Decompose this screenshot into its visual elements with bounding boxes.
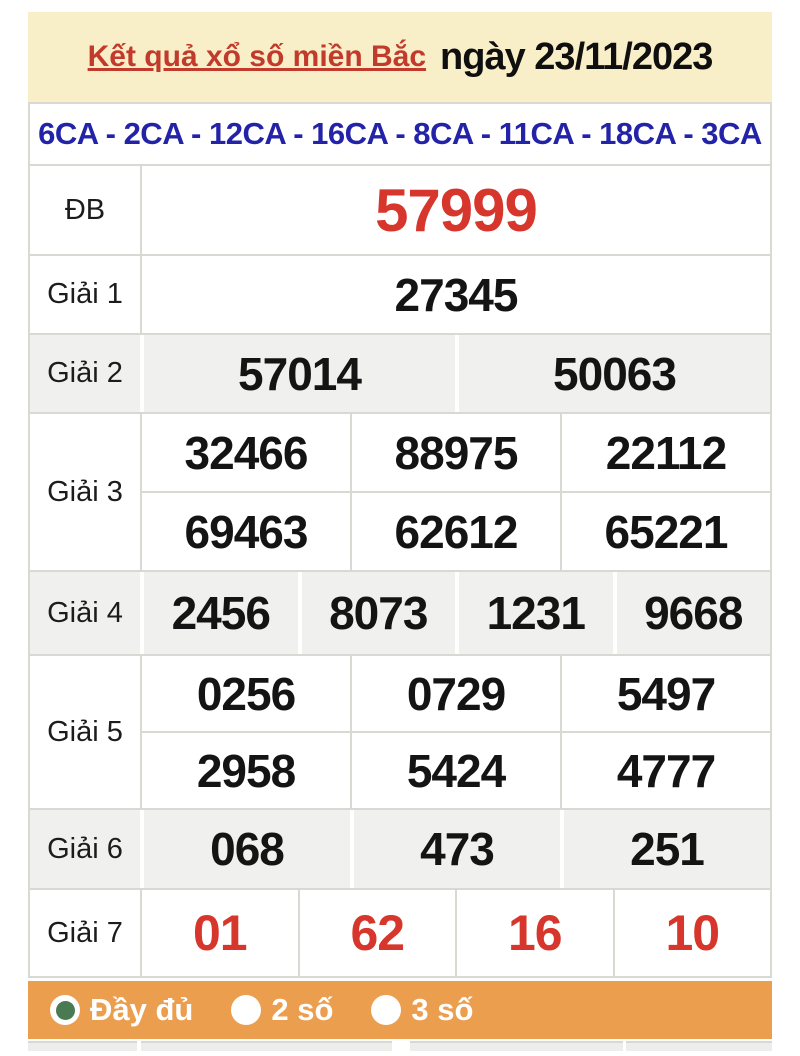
prize-cell: 69463 <box>184 505 308 558</box>
prize-cell: 01 <box>192 905 247 961</box>
filter-bar <box>28 981 772 1039</box>
radio-option-3so[interactable] <box>371 992 473 1028</box>
prize-cell: 0729 <box>350 656 560 731</box>
prize-label: ĐB <box>30 166 142 254</box>
peek-cell <box>28 1041 137 1051</box>
result-date: ngày 23/11/2023 <box>440 35 713 78</box>
prize-cell: 8073 <box>298 572 456 654</box>
prize-cell: 62 <box>298 890 456 976</box>
peek-cell <box>626 1041 772 1051</box>
radio-option-2so[interactable] <box>231 992 333 1028</box>
prize-cell: 5424 <box>350 733 560 808</box>
prize-cell: 22112 <box>560 414 770 491</box>
radio-icon[interactable] <box>371 995 401 1025</box>
page-header <box>28 12 772 102</box>
prize-cell: 9668 <box>613 572 771 654</box>
prize-cell: 1231 <box>455 572 613 654</box>
prize-label: Giải 1 <box>30 256 142 333</box>
lottery-codes-row <box>28 102 772 164</box>
prize-cell: 88975 <box>350 414 560 491</box>
prize-cell: 32466 <box>184 426 308 479</box>
next-table-peek <box>28 1041 772 1051</box>
radio-label: 2 số <box>271 992 334 1027</box>
radio-icon[interactable] <box>231 995 261 1025</box>
prize-cell: 0256 <box>196 667 296 720</box>
prize-label: Giải 3 <box>30 414 142 570</box>
prize-cell: 57014 <box>238 347 361 400</box>
prize-cell: 2958 <box>196 744 296 797</box>
prize-label: Giải 4 <box>30 572 144 654</box>
prize-label: Giải 5 <box>30 656 142 808</box>
result-title-link[interactable]: Kết quả xổ số miền Bắc <box>87 40 427 73</box>
prize-cell: 62612 <box>350 493 560 570</box>
prize-cell: 10 <box>613 890 771 976</box>
prize-cell: 5497 <box>560 656 770 731</box>
prize-label: Giải 2 <box>30 335 144 412</box>
prize-row-1 <box>30 254 770 333</box>
radio-label: Đầy đủ <box>90 992 194 1027</box>
prize-cell: 50063 <box>455 335 770 412</box>
prize-cell: 57999 <box>375 176 537 244</box>
prize-cell: 473 <box>350 810 560 888</box>
peek-cell <box>410 1041 623 1051</box>
peek-cell <box>141 1041 392 1051</box>
prize-row-5 <box>30 654 770 808</box>
prize-row-6 <box>30 808 770 888</box>
prize-label: Giải 6 <box>30 810 144 888</box>
prize-row-2 <box>30 333 770 412</box>
prize-label: Giải 7 <box>30 890 142 976</box>
lottery-results-page <box>28 12 772 1051</box>
radio-label: 3 số <box>411 992 474 1027</box>
prize-cell: 16 <box>455 890 613 976</box>
radio-option-full[interactable] <box>50 992 193 1028</box>
prize-cell: 2456 <box>171 587 270 639</box>
prize-cell: 65221 <box>560 493 770 570</box>
prize-row-3 <box>30 412 770 570</box>
prize-table <box>28 164 772 978</box>
prize-row-7 <box>30 888 770 976</box>
prize-cell: 4777 <box>560 733 770 808</box>
prize-row-special <box>30 166 770 254</box>
radio-icon[interactable] <box>50 995 80 1025</box>
prize-cell: 27345 <box>394 268 518 321</box>
prize-row-4 <box>30 570 770 654</box>
prize-cell: 251 <box>560 810 770 888</box>
lottery-codes-text: 6CA - 2CA - 12CA - 16CA - 8CA - 11CA - 18CA - 3CA <box>38 116 762 151</box>
prize-cell: 068 <box>210 823 284 875</box>
